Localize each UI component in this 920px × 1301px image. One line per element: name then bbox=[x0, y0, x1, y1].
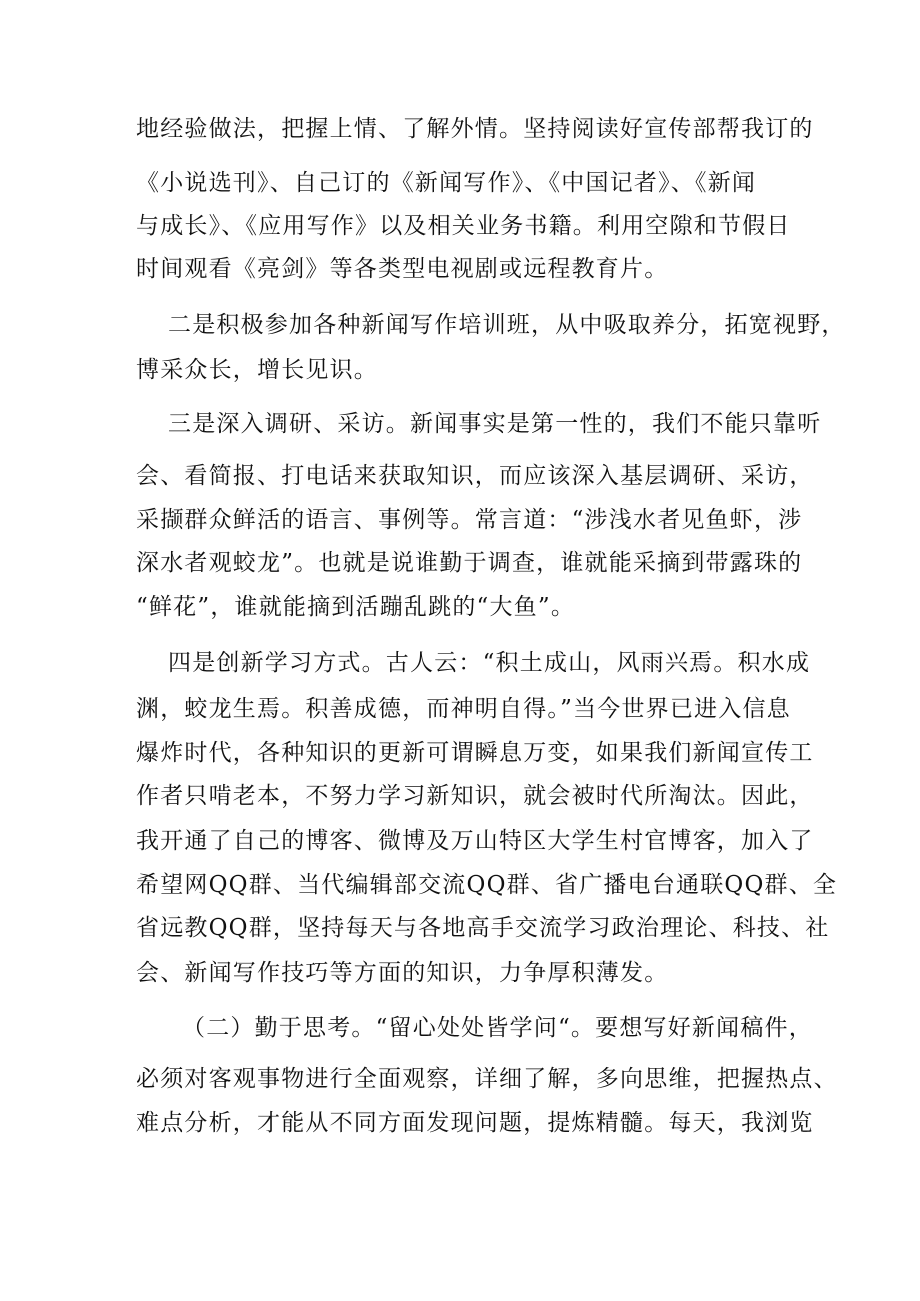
text-line-8: 会、看简报、打电话来获取知识，而应该深入基层调研、采访， bbox=[136, 463, 814, 489]
text-line-7: 三是深入调研、采访。新闻事实是第一性的，我们不能只靠听 bbox=[168, 411, 822, 437]
text-line-21: 必须对客观事物进行全面观察，详细了解，多向思维，把握热点、 bbox=[136, 1066, 838, 1092]
text-line-15: 作者只啃老本，不努力学习新知识，就会被时代所淘汰。因此， bbox=[136, 783, 814, 809]
text-line-3: 与成长》、《应用写作》以及相关业务书籍。利用空隙和节假日 bbox=[136, 213, 791, 239]
text-line-10: 深水者观蛟龙”。也就是说谁勤于调查，谁就能采摘到带露珠的 bbox=[136, 550, 803, 576]
text-line-18: 省远教QQ群，坚持每天与各地高手交流学习政治理论、科技、社 bbox=[136, 915, 830, 941]
text-line-5: 二是积极参加各种新闻写作培训班，从中吸取养分，拓宽视野， bbox=[168, 312, 846, 338]
text-line-6: 博采众长，增长见识。 bbox=[136, 357, 378, 383]
text-line-17: 希望网QQ群、当代编辑部交流QQ群、省广播电台通联QQ群、全 bbox=[136, 872, 838, 898]
text-line-4: 时间观看《亮剑》等各类型电视剧或远程教育片。 bbox=[136, 256, 669, 282]
text-line-2: 《小说选刊》、自己订的《新闻写作》、《中国记者》、《新闻 bbox=[136, 170, 757, 196]
text-line-19: 会、新闻写作技巧等方面的知识，力争厚积薄发。 bbox=[136, 960, 669, 986]
text-line-9: 采撷群众鲜活的语言、事例等。常言道：“涉浅水者见鱼虾，涉 bbox=[136, 507, 803, 533]
text-line-12: 四是创新学习方式。古人云：“积土成山，风雨兴焉。积水成 bbox=[168, 650, 811, 676]
text-line-16: 我开通了自己的博客、微博及万山特区大学生村官博客，加入了 bbox=[136, 828, 814, 854]
text-line-14: 爆炸时代，各种知识的更新可谓瞬息万变，如果我们新闻宣传工 bbox=[136, 740, 814, 766]
text-line-20: （二）勤于思考。“留心处处皆学问“。要想写好新闻稿件， bbox=[182, 1015, 813, 1041]
text-line-1: 地经验做法，把握上情、了解外情。坚持阅读好宣传部帮我订的 bbox=[136, 116, 814, 142]
text-line-22: 难点分析，才能从不同方面发现问题，提炼精髓。每天，我浏览 bbox=[136, 1110, 814, 1136]
text-line-13: 渊，蛟龙生焉。积善成德，而神明自得。”当今世界已进入信息 bbox=[136, 696, 791, 722]
text-line-11: “鲜花”，谁就能摘到活蹦乱跳的“大鱼”。 bbox=[136, 594, 576, 620]
